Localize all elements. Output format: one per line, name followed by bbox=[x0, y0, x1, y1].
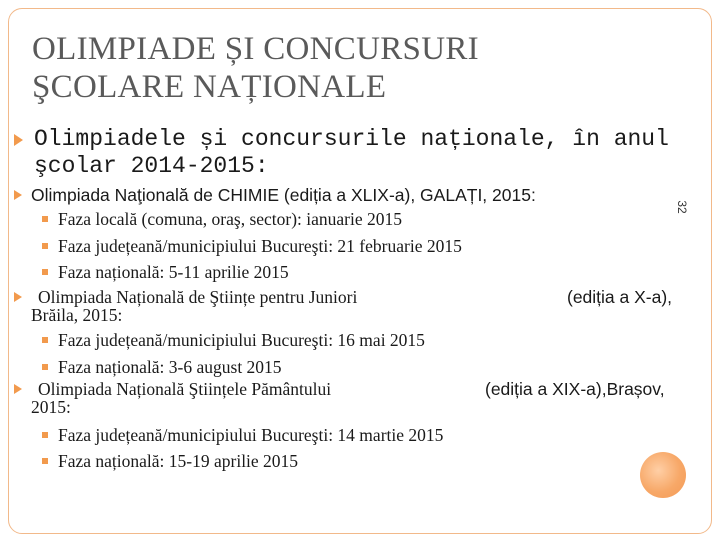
heading-bullet-icon bbox=[14, 134, 23, 146]
item-1-sub-3-bullet-icon bbox=[42, 269, 48, 275]
title-line-1: OLIMPIADE ȘI CONCURSURI bbox=[32, 31, 479, 67]
item-2-bullet-icon bbox=[14, 292, 22, 302]
item-3-sub-2: Faza națională: 15-19 aprilie 2015 bbox=[58, 451, 299, 471]
item-3-sub-1-bullet-icon bbox=[42, 432, 48, 438]
slide-title bbox=[32, 30, 592, 106]
item-2-sub-2-bullet-icon bbox=[42, 364, 48, 370]
item-2-sub-2: Faza națională: 3-6 august 2015 bbox=[58, 357, 282, 377]
item-1-sub-2: Faza județeană/municipiului Bucureşti: 21 februarie 2015 bbox=[58, 236, 462, 256]
item-1-sub-1-bullet-icon bbox=[42, 216, 48, 222]
page-number: 32 bbox=[675, 200, 689, 214]
item-1-text: Olimpiada Naţională de CHIMIE (ediția a XLIX-a), GALAȚI, 2015: bbox=[31, 185, 536, 205]
item-3-text-a: Olimpiada Națională Ştiințele Pământului bbox=[38, 379, 332, 399]
heading-line-2: şcolar 2014-2015: bbox=[34, 153, 269, 179]
item-1-bullet-icon bbox=[14, 190, 22, 200]
item-2-text-c: Brăila, 2015: bbox=[31, 305, 123, 325]
item-1-sub-3: Faza națională: 5-11 aprilie 2015 bbox=[58, 262, 289, 282]
item-1-sub-2-bullet-icon bbox=[42, 243, 48, 249]
item-2-sub-1: Faza județeană/municipiului Bucureşti: 16 mai 2015 bbox=[58, 330, 425, 350]
item-3-bullet-icon bbox=[14, 384, 22, 394]
item-3-sub-1: Faza județeană/municipiului Bucureşti: 14 martie 2015 bbox=[58, 425, 444, 445]
item-3-text-b: (ediția a XIX-a),Brașov, bbox=[485, 379, 665, 399]
heading-line-1: Olimpiadele și concursurile naționale, în anul bbox=[34, 126, 669, 152]
decorative-circle-icon bbox=[640, 452, 686, 498]
item-2-text-b: (ediția a X-a), bbox=[567, 287, 673, 307]
section-heading bbox=[34, 126, 714, 180]
item-1-sub-1: Faza locală (comuna, oraş, sector): ianuarie 2015 bbox=[58, 209, 403, 229]
item-3-text-c: 2015: bbox=[31, 397, 71, 417]
title-line-2: ŞCOLARE NAȚIONALE bbox=[32, 69, 387, 105]
item-2-text-a: Olimpiada Națională de Ştiințe pentru Juniori bbox=[38, 287, 358, 307]
item-2-sub-1-bullet-icon bbox=[42, 337, 48, 343]
item-3-sub-2-bullet-icon bbox=[42, 458, 48, 464]
